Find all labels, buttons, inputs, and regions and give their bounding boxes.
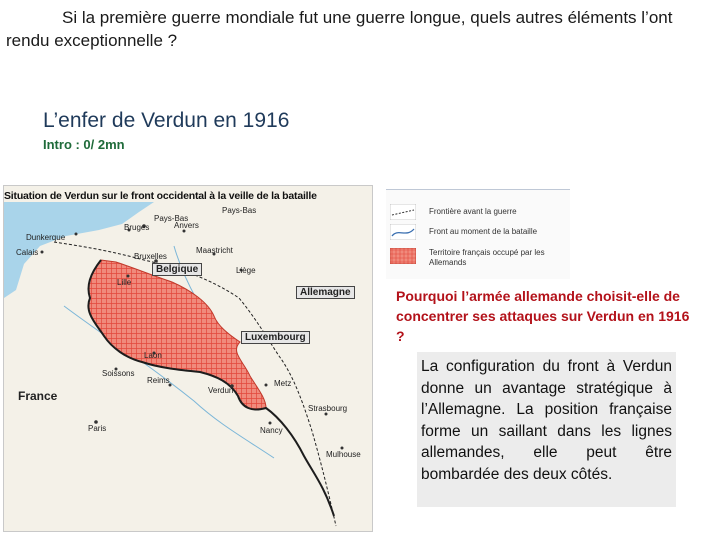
legend-label: Frontière avant la guerre bbox=[429, 207, 517, 216]
map-legend bbox=[386, 189, 570, 279]
legend-item-border bbox=[386, 200, 570, 224]
occupied-territory bbox=[88, 260, 266, 410]
map-label-strasbourg: Strasbourg bbox=[308, 404, 348, 413]
map-label-nancy: Nancy bbox=[260, 426, 283, 435]
answer-text: La configuration du front à Verdun donne un avantage stratégique à l’Allemagne. La position française forme un saillant dans les lignes allemandes, elle peut être bombardée des deux côtés. bbox=[421, 358, 672, 483]
map-label-metz: Metz bbox=[274, 379, 292, 388]
question-text: Pourquoi l’armée allemande choisit-elle de concentrer ses attaques sur Verdun en 1916 ? bbox=[396, 288, 690, 344]
occupied-swatch-icon bbox=[390, 248, 416, 264]
slide-subtitle: L’enfer de Verdun en 1916 bbox=[43, 109, 290, 132]
border-swatch-icon bbox=[390, 204, 416, 220]
slide-title bbox=[6, 6, 706, 52]
map-label-belgique: Belgique bbox=[152, 263, 202, 276]
map-label-bruxelles: Bruxelles bbox=[134, 252, 167, 261]
map-label-verdun: Verdun bbox=[208, 386, 234, 395]
map-label-luxembourg: Luxembourg bbox=[241, 331, 310, 344]
slide-title-text: Si la première guerre mondiale fut une guerre longue, quels autres éléments l’ont rendu exceptionnelle ? bbox=[6, 8, 673, 50]
verdun-map bbox=[3, 185, 373, 532]
map-label-laon: Laon bbox=[144, 351, 162, 360]
intro-timer: Intro : 0/ 2mn bbox=[43, 137, 125, 152]
map-label-reims: Reims bbox=[147, 376, 170, 385]
map-label-calais: Calais bbox=[16, 248, 39, 257]
map-label-mulhouse: Mulhouse bbox=[326, 450, 361, 459]
map-label-lille: Lille bbox=[117, 278, 132, 287]
map-label-maastricht: Maastricht bbox=[196, 246, 233, 255]
legend-label: Front au moment de la bataille bbox=[429, 227, 538, 236]
map-label-france: France bbox=[18, 389, 58, 403]
map-label-pays-bas: Pays-Bas bbox=[222, 206, 257, 215]
map-label-paris: Paris bbox=[88, 424, 107, 433]
map-caption: Situation de Verdun sur le front occidental à la veille de la bataille bbox=[4, 190, 317, 202]
map-label-soissons: Soissons bbox=[102, 369, 135, 378]
map-label-allemagne: Allemagne bbox=[296, 286, 355, 299]
map-label-bruges: Bruges bbox=[124, 223, 150, 232]
map-label-dunkerque: Dunkerque bbox=[26, 233, 66, 242]
front-swatch-icon bbox=[390, 224, 416, 240]
map-label-anvers: Anvers bbox=[174, 221, 199, 230]
legend-item-occupied bbox=[386, 246, 570, 270]
answer-box bbox=[417, 352, 676, 507]
map-label-liege: Liège bbox=[236, 266, 256, 275]
legend-label: Territoire français occupé par les Allemands bbox=[429, 248, 545, 267]
map-label-pays-bas: Pays-Bas bbox=[154, 214, 189, 223]
legend-item-front bbox=[386, 222, 570, 246]
